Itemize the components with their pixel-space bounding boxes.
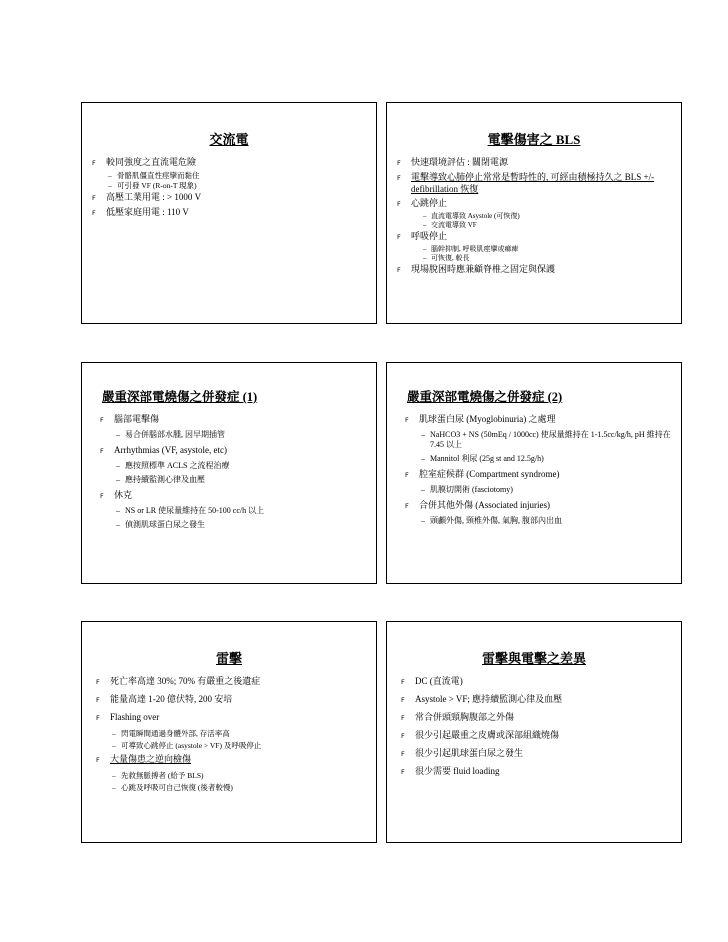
bullet-item xyxy=(405,413,671,426)
bullet-marker-icon: F xyxy=(397,233,401,241)
bullet-item xyxy=(405,499,671,512)
sub-bullet-text: 應按照標準 ACLS 之流程治療 xyxy=(125,461,230,470)
bullet-item xyxy=(92,206,366,219)
bullet-marker-icon: F xyxy=(397,174,401,182)
bullet-item xyxy=(397,197,671,210)
bullet-item xyxy=(100,489,366,502)
sub-bullet-item: – 可引發 VF (R-on-T 現象) xyxy=(108,181,197,190)
bullet-marker-icon: F xyxy=(405,502,409,510)
slide-1 xyxy=(81,102,377,324)
sub-bullet-item: – 偵測肌球蛋白尿之發生 xyxy=(116,520,205,529)
bullet-item xyxy=(397,230,671,243)
bullet-text: 很少需要 fluid loading xyxy=(415,766,500,776)
bullet-text: 很少引起嚴重之皮膚或深部組織燒傷 xyxy=(415,730,560,740)
bullet-item xyxy=(96,711,366,724)
sub-bullet-text: 腦幹抑制, 呼吸肌痙攣或痲痺 xyxy=(431,245,519,253)
bullet-list xyxy=(82,156,376,219)
bullet-marker-icon: F xyxy=(397,159,401,167)
bullet-item xyxy=(100,413,366,426)
bullet-item xyxy=(401,765,671,778)
sub-bullet-item: – 交流電導致 VF xyxy=(423,221,477,229)
sub-bullet-item: – 閃電瞬間通過身體外部, 存活率高 xyxy=(112,729,230,738)
sub-bullet-item: – 骨骼肌僵直性痙攣而黏住 xyxy=(108,171,200,180)
slide-title: 雷擊 xyxy=(215,651,242,666)
sub-bullet-item: – 應按照標準 ACLS 之流程治療 xyxy=(116,461,230,470)
bullet-item xyxy=(401,675,671,688)
sub-bullet-text: 閃電瞬間通過身體外部, 存活率高 xyxy=(121,729,230,738)
bullet-marker-icon: F xyxy=(401,696,405,704)
sub-bullet-text: 交流電導致 VF xyxy=(431,221,477,229)
bullet-item xyxy=(401,693,671,706)
slide-title: 電擊傷害之 BLS xyxy=(487,132,581,147)
bullet-text: 休克 xyxy=(114,490,133,500)
bullet-marker-icon: F xyxy=(96,714,100,722)
bullet-text: Flashing over xyxy=(110,712,160,722)
sub-bullet-text: 可恢復, 較長 xyxy=(431,254,470,262)
bullet-marker-icon: F xyxy=(401,678,405,686)
bullet-text: Asystole > VF; 應持續監測心律及血壓 xyxy=(415,694,563,704)
bullet-marker-icon: F xyxy=(92,159,96,167)
sub-bullet-item: – 先救無脈搏者 (給予 BLS) xyxy=(112,771,204,780)
bullet-marker-icon: F xyxy=(405,416,409,424)
sub-bullet-text: 易合併腦部水腫, 因早期插管 xyxy=(125,430,225,439)
bullet-marker-icon: F xyxy=(401,750,405,758)
bullet-text: 電擊導致心肺停止常常是暫時性的, 可經由積極持久之 BLS +/- defibrillation 恢復 xyxy=(411,172,655,194)
bullet-marker-icon: F xyxy=(401,714,405,722)
sub-bullet-item: – 腦幹抑制, 呼吸肌痙攣或痲痺 xyxy=(423,245,519,253)
bullet-item xyxy=(96,753,366,766)
bullet-list xyxy=(387,156,681,276)
bullet-item xyxy=(397,156,671,169)
sub-bullet-text: 肌膜切開術 (fasciotomy) xyxy=(430,485,513,494)
sub-bullet-text: 先救無脈搏者 (給予 BLS) xyxy=(121,771,204,780)
bullet-item xyxy=(96,693,366,706)
bullet-text: 常合併頭頸胸腹部之外傷 xyxy=(415,712,515,722)
slide-4 xyxy=(386,362,682,584)
sub-bullet-item: – NaHCO3 + NS (50mEq / 1000cc) 使尿量維持在 1-1.5cc/kg/h, pH 維持在 7.45 以上 xyxy=(421,430,671,449)
bullet-item xyxy=(401,729,671,742)
bullet-marker-icon: F xyxy=(405,471,409,479)
sub-bullet-text: 頭顱外傷, 頸椎外傷, 氣胸, 腹部內出血 xyxy=(430,516,562,525)
sub-bullet-text: 偵測肌球蛋白尿之發生 xyxy=(125,520,205,529)
sub-bullet-item: – 頭顱外傷, 頸椎外傷, 氣胸, 腹部內出血 xyxy=(421,516,562,525)
bullet-item xyxy=(397,171,671,195)
sub-bullet-item: – 心跳及呼吸可自己恢復 (後者較慢) xyxy=(112,783,233,792)
bullet-marker-icon: F xyxy=(100,492,104,500)
bullet-item xyxy=(405,468,671,481)
slide-2 xyxy=(386,102,682,324)
bullet-text: 快速環境評估 : 關閉電源 xyxy=(411,157,509,167)
bullet-marker-icon: F xyxy=(96,756,100,764)
bullet-marker-icon: F xyxy=(100,416,104,424)
bullet-text: 腦部電擊傷 xyxy=(114,414,160,424)
bullet-text: 高壓工業用電 : > 1000 V xyxy=(106,192,202,202)
bullet-marker-icon: F xyxy=(92,209,96,217)
bullet-list xyxy=(82,413,376,530)
sub-bullet-text: NS or LR 使尿量維持在 50-100 cc/h 以上 xyxy=(125,506,265,515)
bullet-list xyxy=(387,675,681,778)
bullet-item xyxy=(92,191,366,204)
bullet-text: DC (直流電) xyxy=(415,676,463,686)
bullet-marker-icon: F xyxy=(100,447,104,455)
bullet-text: 低壓家庭用電 : 110 V xyxy=(106,207,189,217)
sub-bullet-item: – NS or LR 使尿量維持在 50-100 cc/h 以上 xyxy=(116,506,265,515)
bullet-text: 能量高達 1-20 億伏特, 200 安培 xyxy=(110,694,233,704)
sub-bullet-item: – 直流電導致 Asystole (可恢復) xyxy=(423,212,520,220)
slide-title: 雷擊與電擊之差異 xyxy=(481,651,586,666)
bullet-list xyxy=(82,675,376,793)
bullet-item xyxy=(100,444,366,457)
bullet-marker-icon: F xyxy=(397,200,401,208)
bullet-marker-icon: F xyxy=(397,266,401,274)
sub-bullet-item: – 可恢復, 較長 xyxy=(423,254,470,262)
bullet-text: 現場脫困時應兼顧脊椎之固定與保護 xyxy=(411,264,556,274)
sub-bullet-item: – 易合併腦部水腫, 因早期插管 xyxy=(116,430,225,439)
slide-title: 嚴重深部電燒傷之併發症 (2) xyxy=(407,390,563,404)
bullet-text: 腔室症候群 (Compartment syndrome) xyxy=(419,469,560,479)
sub-bullet-text: NaHCO3 + NS (50mEq / 1000cc) 使尿量維持在 1-1.5cc/kg/h, pH 維持在 7.45 以上 xyxy=(430,430,671,449)
bullet-marker-icon: F xyxy=(96,678,100,686)
sub-bullet-item: – 肌膜切開術 (fasciotomy) xyxy=(421,485,513,494)
sub-bullet-text: 可引發 VF (R-on-T 現象) xyxy=(117,181,197,190)
slide-title: 交流電 xyxy=(209,132,249,147)
bullet-text: 較同強度之直流電危險 xyxy=(106,157,197,167)
slide-3 xyxy=(81,362,377,584)
bullet-text: 死亡率高達 30%; 70% 有嚴重之後遺症 xyxy=(110,676,261,686)
sub-bullet-text: 心跳及呼吸可自己恢復 (後者較慢) xyxy=(121,783,233,792)
slide-title: 嚴重深部電燒傷之併發症 (1) xyxy=(102,390,258,404)
bullet-text: Arrhythmias (VF, asystole, etc) xyxy=(114,445,228,455)
sub-bullet-item: – Mannitol 利尿 (25g st and 12.5g/h) xyxy=(421,454,544,463)
bullet-marker-icon: F xyxy=(92,194,96,202)
sub-bullet-text: 應持續監測心律及血壓 xyxy=(125,475,205,484)
bullet-item xyxy=(401,711,671,724)
slide-6 xyxy=(386,621,682,843)
sub-bullet-text: Mannitol 利尿 (25g st and 12.5g/h) xyxy=(430,454,544,463)
bullet-marker-icon: F xyxy=(96,696,100,704)
bullet-text: 合併其他外傷 (Associated injuries) xyxy=(419,500,550,510)
bullet-text: 很少引起肌球蛋白尿之發生 xyxy=(415,748,524,758)
sub-bullet-text: 直流電導致 Asystole (可恢復) xyxy=(431,212,520,220)
sub-bullet-text: 可導致心跳停止 (asystole > VF) 及呼吸停止 xyxy=(121,741,262,750)
bullet-marker-icon: F xyxy=(401,732,405,740)
bullet-item xyxy=(401,747,671,760)
bullet-item xyxy=(92,156,366,169)
bullet-text: 肌球蛋白尿 (Myoglobinuria) 之處理 xyxy=(419,414,556,424)
sub-bullet-item: – 可導致心跳停止 (asystole > VF) 及呼吸停止 xyxy=(112,741,262,750)
bullet-item xyxy=(397,263,671,276)
bullet-text: 呼吸停止 xyxy=(411,231,448,241)
bullet-item xyxy=(96,675,366,688)
sub-bullet-item: – 應持續監測心律及血壓 xyxy=(116,475,205,484)
bullet-text: 大量傷患之逆向檢傷 xyxy=(110,754,192,764)
sub-bullet-text: 骨骼肌僵直性痙攣而黏住 xyxy=(117,171,200,180)
bullet-list xyxy=(387,413,681,526)
slide-5 xyxy=(81,621,377,843)
bullet-marker-icon: F xyxy=(401,768,405,776)
bullet-text: 心跳停止 xyxy=(411,198,448,208)
